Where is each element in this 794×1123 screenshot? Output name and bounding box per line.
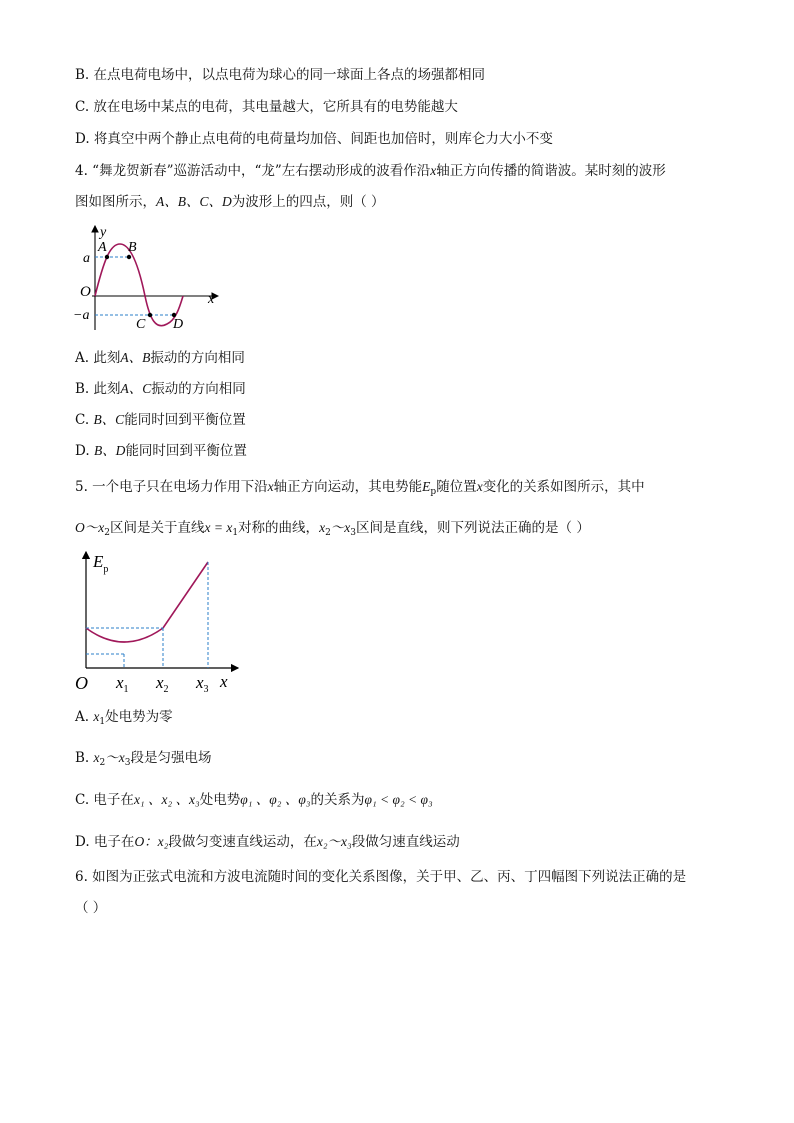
- q4-label-A: A: [98, 240, 107, 255]
- q4-label-D: D: [173, 317, 184, 332]
- q4-label-a: a: [83, 251, 90, 266]
- q5-option-d: D. 电子在O：x₂段做匀变速直线运动，在x₂～x₃段做匀速直线运动: [75, 834, 460, 850]
- q4-label-x: x: [208, 292, 215, 307]
- q4-stem-line1: 4. “舞龙贺新春”巡游活动中，“龙”左右摆动形成的波看作沿x轴正方向传播的简谐波。某时刻的波形: [75, 163, 666, 179]
- q4-point-c: [148, 313, 152, 317]
- q4-label-C: C: [136, 317, 146, 332]
- q5-label-x3: $x_3$: [196, 673, 209, 695]
- q4-point-b: [127, 255, 131, 259]
- q5-label-x: x: [220, 672, 228, 691]
- q3-option-c: C. 放在电场中某点的电荷，其电量越大，它所具有的电势能越大: [75, 99, 458, 115]
- q6-stem-line1: 6. 如图为正弦式电流和方波电流随时间的变化关系图像，关于甲、乙、丙、丁四幅图下列说法正确的是: [75, 869, 687, 885]
- q5-option-a: A. $x_1$处电势为零: [75, 709, 173, 727]
- q5-label-E: $E_p$: [93, 552, 109, 575]
- q3-option-b: B. 在点电荷电场中，以点电荷为球心的同一球面上各点的场强都相同: [75, 67, 486, 83]
- q4-label-B: B: [128, 240, 137, 255]
- q4-label-neg-a: −a: [73, 308, 90, 323]
- q4-option-b: B. 此刻A、C振动的方向相同: [75, 381, 246, 397]
- q4-option-c: C. B、C能同时回到平衡位置: [75, 412, 246, 428]
- q4-wave-figure: [70, 222, 230, 334]
- q4-stem-line2: 图如图所示，A、B、C、D为波形上的四点，则（ ）: [75, 194, 385, 210]
- q5-ep-figure: [72, 548, 247, 696]
- q5-option-b: B. $x_2\sim x_3$段是匀强电场: [75, 750, 212, 768]
- q5-label-O: O: [75, 673, 88, 693]
- q5-stem-line2: $O\sim x_2$区间是关于直线$x = x_1$对称的曲线，$x_2\sim x_3$区间是直线，则下列说法正确的是（ ）: [75, 520, 590, 538]
- q5-stem-line1: 5. 一个电子只在电场力作用下沿x轴正方向运动，其电势能$E_p$随位置x变化的关系如图所示，其中: [75, 479, 645, 497]
- q5-label-x2: $x_2$: [156, 673, 169, 695]
- q4-label-y: y: [100, 225, 107, 240]
- q4-option-d: D. B、D能同时回到平衡位置: [75, 443, 247, 459]
- q4-point-a: [105, 255, 109, 259]
- q4-label-O: O: [80, 284, 91, 300]
- q3-option-d: D. 将真空中两个静止点电荷的电荷量均加倍、间距也加倍时，则库仑力大小不变: [75, 131, 553, 147]
- q5-option-c: C. 电子在x₁ 、x₂ 、x₃处电势φ₁ 、φ₂ 、φ₃的关系为φ₁ < φ₂ < φ₃: [75, 792, 433, 808]
- q4-option-a: A. 此刻A、B振动的方向相同: [75, 350, 245, 366]
- q5-label-x1: $x_1$: [116, 673, 129, 695]
- q6-stem-line2: （ ）: [75, 900, 107, 916]
